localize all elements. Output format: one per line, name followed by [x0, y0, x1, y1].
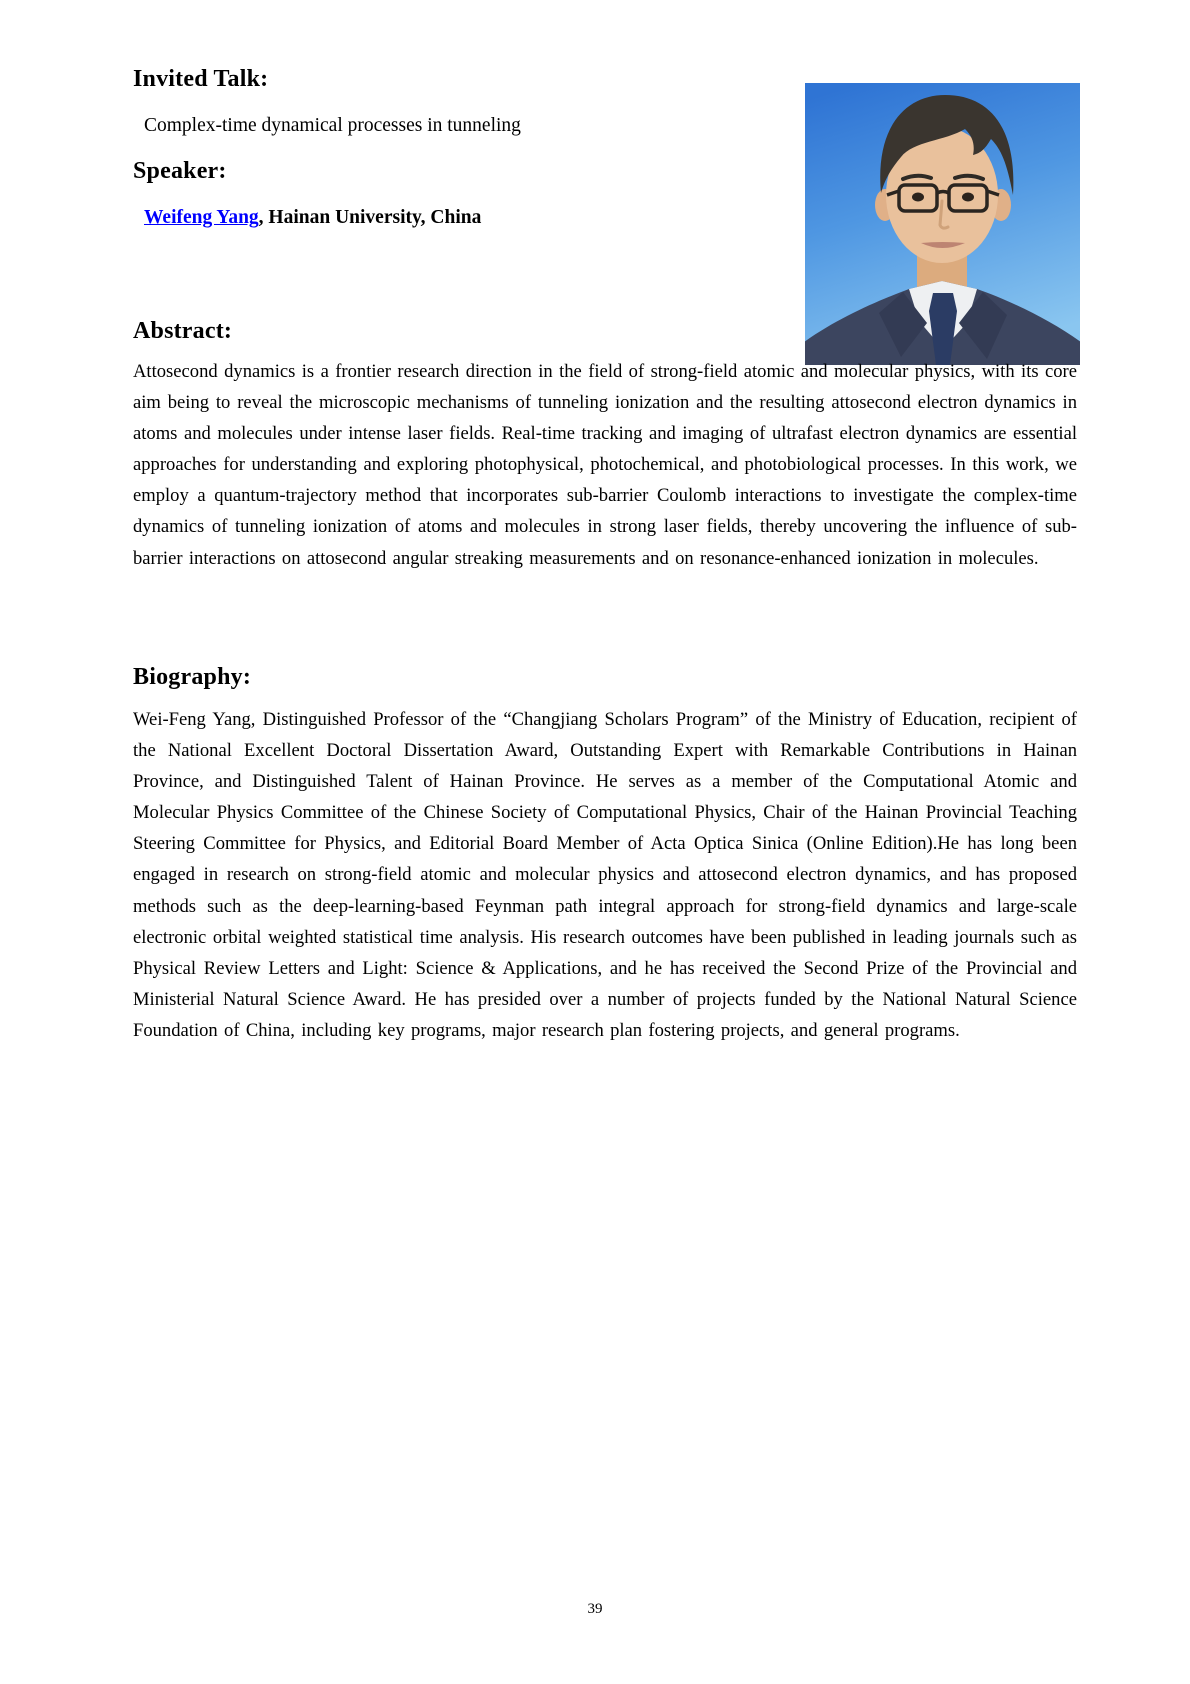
- invited-talk-heading: Invited Talk:: [133, 66, 269, 92]
- speaker-name-link[interactable]: Weifeng Yang: [144, 207, 259, 228]
- talk-title: Complex-time dynamical processes in tunneling: [144, 115, 521, 136]
- speaker-photo: [805, 83, 1080, 365]
- speaker-line: [144, 206, 481, 229]
- speaker-affiliation: , Hainan University, China: [258, 207, 482, 228]
- biography-heading: Biography:: [133, 664, 252, 690]
- speaker-portrait-illustration: [805, 83, 1080, 365]
- abstract-paragraph: Attosecond dynamics is a frontier research direction in the field of strong-field atomic and molecular physics, with its core aim being to reveal the microscopic mechanisms of tunneling ionization and the resulting attosecond electron dynamics in atoms and molecules under intense laser fields. Real-time tracking and imaging of ultrafast electron dynamics are essential approaches for understanding and exploring photophysical, photochemical, and photobiological processes. In this work, we employ a quantum-trajectory method that incorporates sub-barrier Coulomb interactions to investigate the complex-time dynamics of tunneling ionization of atoms and molecules in strong laser fields, thereby uncovering the influence of sub-barrier interactions on attosecond angular streaking measurements and on resonance-enhanced ionization in molecules.: [133, 361, 1077, 569]
- abstract-heading: Abstract:: [133, 318, 233, 344]
- speaker-heading: Speaker:: [133, 158, 227, 184]
- page-number: 39: [587, 1601, 603, 1617]
- biography-paragraph: Wei-Feng Yang, Distinguished Professor of the “Changjiang Scholars Program” of the Ministry of Education, recipient of the National Excellent Doctoral Dissertation Award, Outstanding Expert with Remarkable Contributions in Hainan Province, and Distinguished Talent of Hainan Province. He serves as a member of the Computational Atomic and Molecular Physics Committee of the Chinese Society of Computational Physics, Chair of the Hainan Provincial Teaching Steering Committee for Physics, and Editorial Board Member of Acta Optica Sinica (Online Edition).He has long been engaged in research on strong-field atomic and molecular physics and attosecond electron dynamics, and has proposed methods such as the deep-learning-based Feynman path integral approach for strong-field dynamics and large-scale electronic orbital weighted statistical time analysis. His research outcomes have been published in leading journals such as Physical Review Letters and Light: Science & Applications, and he has received the Second Prize of the Provincial and Ministerial Natural Science Award. He has presided over a number of projects funded by the National Natural Science Foundation of China, including key programs, major research plan fostering projects, and general programs.: [133, 709, 1077, 1041]
